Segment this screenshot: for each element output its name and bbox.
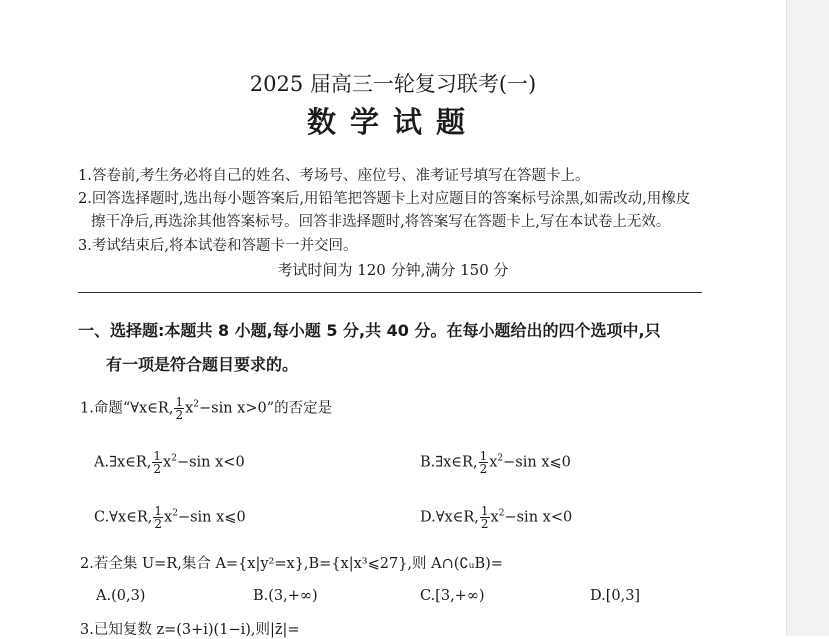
question-2-stem: 2.若全集 U=R,集合 A={x|y²=x},B={x|x³⩽27},则 A∩(∁ᵤB)= bbox=[80, 556, 503, 572]
option-tail: −sin x<0 bbox=[176, 454, 245, 471]
q1-sup: 2 bbox=[193, 399, 199, 410]
instruction-1: 1.答卷前,考生务必将自己的姓名、考场号、座位号、准考证号填写在答题卡上。 bbox=[78, 168, 590, 184]
option-sup: 2 bbox=[498, 508, 505, 519]
option-fraction bbox=[480, 505, 490, 530]
option-sup: 2 bbox=[171, 453, 177, 464]
exam-title: 2025 届高三一轮复习联考(一) bbox=[249, 72, 537, 96]
question-1-option-d[interactable] bbox=[420, 505, 572, 530]
q1-prefix: 1.命题“∀x∈R, bbox=[80, 400, 174, 417]
question-2-option-d[interactable]: D.[0,3] bbox=[590, 588, 641, 604]
option-lead: D.∀x∈R, bbox=[420, 509, 479, 526]
exam-subject: 数学试题 bbox=[306, 105, 479, 139]
option-tail: −sin x⩽0 bbox=[503, 454, 571, 471]
question-1-option-b[interactable] bbox=[420, 450, 571, 475]
question-1-option-a[interactable] bbox=[94, 450, 245, 475]
option-var: x bbox=[164, 509, 173, 526]
instruction-2: 2.回答选择题时,选出每小题答案后,用铅笔把答题卡上对应题目的答案标号涂黑,如需改动,用橡皮 bbox=[78, 191, 691, 207]
section-heading: 一、选择题:本题共 8 小题,每小题 5 分,共 40 分。在每小题给出的四个选项中,只 bbox=[78, 321, 661, 340]
option-lead: A.∃x∈R, bbox=[94, 454, 152, 471]
option-tail: −sin x<0 bbox=[504, 509, 573, 526]
option-var: x bbox=[163, 454, 172, 471]
question-3-stem: 3.已知复数 z=(3+i)(1−i),则|z̄|= bbox=[80, 622, 300, 638]
q1-frac-num: 1 bbox=[175, 395, 184, 409]
option-tail: −sin x⩽0 bbox=[177, 509, 246, 526]
q1-fraction bbox=[174, 396, 184, 421]
option-var: x bbox=[490, 509, 499, 526]
frac-num: 1 bbox=[153, 449, 162, 463]
q1-frac-den: 2 bbox=[175, 408, 184, 422]
frac-num: 1 bbox=[479, 449, 488, 463]
question-2-option-c[interactable]: C.[3,+∞) bbox=[420, 588, 485, 604]
instruction-2-cont: 擦干净后,再选涂其他答案标号。回答非选择题时,将答案写在答题卡上,写在本试卷上无效。 bbox=[91, 214, 671, 230]
option-lead: B.∃x∈R, bbox=[420, 454, 478, 471]
frac-num: 1 bbox=[154, 504, 163, 518]
option-lead: C.∀x∈R, bbox=[94, 509, 153, 526]
option-fraction bbox=[479, 450, 489, 475]
frac-num: 1 bbox=[480, 504, 489, 518]
option-sup: 2 bbox=[172, 508, 178, 519]
question-2-option-b[interactable]: B.(3,+∞) bbox=[253, 588, 318, 604]
option-fraction bbox=[153, 505, 163, 530]
frac-den: 2 bbox=[154, 517, 163, 531]
option-sup: 2 bbox=[497, 453, 504, 464]
frac-den: 2 bbox=[153, 462, 162, 476]
question-2-option-a[interactable]: A.(0,3) bbox=[96, 588, 146, 604]
option-var: x bbox=[489, 454, 498, 471]
frac-den: 2 bbox=[480, 517, 489, 531]
question-1-stem bbox=[80, 396, 332, 421]
option-fraction bbox=[152, 450, 162, 475]
divider-line bbox=[78, 292, 702, 293]
viewer-sidebar bbox=[786, 0, 829, 636]
question-1-option-c[interactable] bbox=[94, 505, 246, 530]
section-heading-cont: 有一项是符合题目要求的。 bbox=[106, 355, 299, 374]
frac-den: 2 bbox=[479, 462, 488, 476]
q1-suffix: −sin x>0”的否定是 bbox=[199, 400, 333, 417]
q1-var: x bbox=[185, 400, 194, 417]
exam-time-info: 考试时间为 120 分钟,满分 150 分 bbox=[277, 261, 509, 279]
instruction-3: 3.考试结束后,将本试卷和答题卡一并交回。 bbox=[78, 238, 358, 254]
